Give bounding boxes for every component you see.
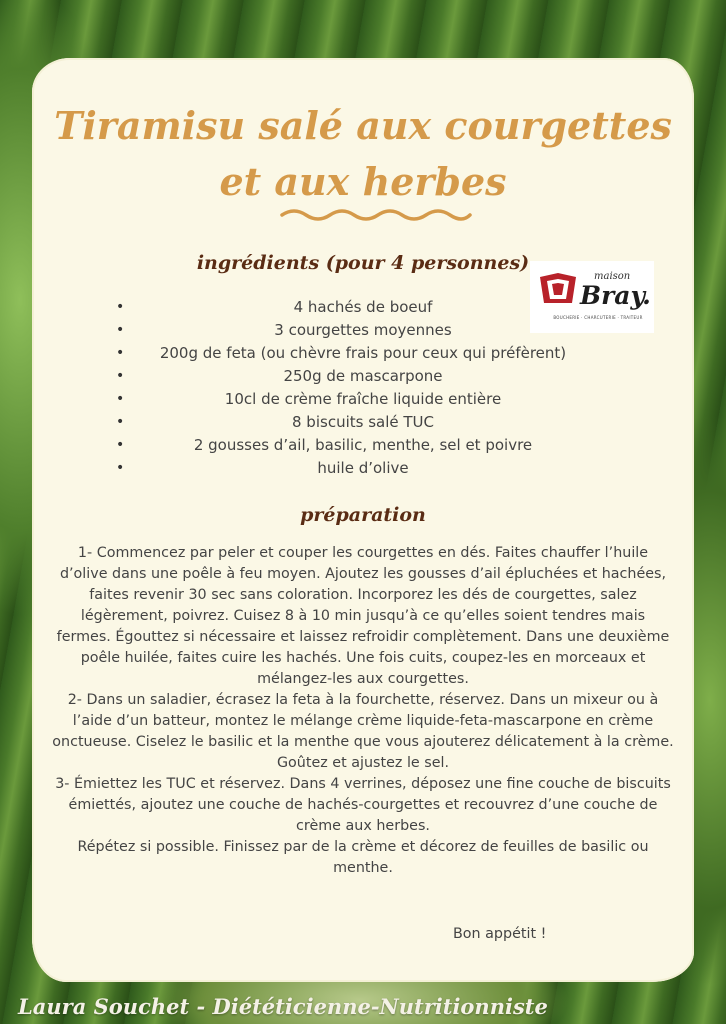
- ingredients-heading: ingrédients (pour 4 personnes): [196, 252, 530, 274]
- list-item: [0, 296, 726, 319]
- list-item: [0, 434, 726, 457]
- ingredient-text: 8 biscuits salé TUC: [292, 413, 434, 431]
- bullet: •: [116, 322, 125, 338]
- bullet: •: [116, 414, 125, 430]
- logo-small-text: maison: [594, 271, 631, 282]
- bullet: •: [116, 437, 125, 453]
- ingredient-text: 2 gousses d’ail, basilic, menthe, sel et poivre: [193, 436, 533, 454]
- bullet: •: [116, 345, 125, 361]
- logo-brand-name: Bray.: [580, 281, 651, 310]
- bullet: •: [116, 299, 125, 315]
- list-item: [0, 342, 726, 365]
- bullet: •: [116, 368, 125, 384]
- ingredient-text: 3 courgettes moyennes: [274, 321, 452, 339]
- list-item: [0, 411, 726, 434]
- bullet: •: [116, 391, 125, 407]
- ingredient-text: 4 hachés de boeuf: [293, 298, 433, 316]
- ingredient-text: 200g de feta (ou chèvre frais pour ceux qui préfèrent): [159, 344, 567, 362]
- logo-tagline: BOUCHERIE · CHARCUTERIE · TRAITEUR: [553, 315, 643, 320]
- list-item: [0, 457, 726, 480]
- ingredient-text: 10cl de crème fraîche liquide entière: [224, 390, 502, 408]
- squiggle-divider: [280, 206, 472, 224]
- preparation-steps: [52, 543, 674, 879]
- preparation-step-2: 2- Dans un saladier, écrasez la feta à la fourchette, réservez. Dans un mixeur ou à l’aide d’un batteur, montez le mélange crème liquide-feta-mascarpone en crème onctueuse. Ciselez le basilic et la menthe que vous ajouterez délicatement à la crème. Goûtez et ajustez le sel.: [52, 692, 674, 771]
- list-item: [0, 388, 726, 411]
- signoff-text: Bon appétit !: [453, 926, 547, 942]
- ingredients-list: [0, 296, 726, 480]
- preparation-step-3: 3- Émiettez les TUC et réservez. Dans 4 verrines, déposez une fine couche de biscuits émiettés, ajoutez une couche de hachés-courgettes et recouvrez d’une couche de crème aux herbes.: [55, 776, 671, 834]
- ingredient-text: 250g de mascarpone: [283, 367, 443, 385]
- list-item: [0, 319, 726, 342]
- list-item: [0, 365, 726, 388]
- preparation-heading: préparation: [300, 504, 426, 526]
- preparation-step-1: 1- Commencez par peler et couper les courgettes en dés. Faites chauffer l’huile d’olive dans une poêle à feu moyen. Ajoutez les gousses d’ail épluchées et hachées, faites revenir 30 sec sans coloration. Incorporez les dés de courgettes, salez légèrement, poivrez. Cuisez 8 à 10 min jusqu’à ce qu’elles soient tendres mais fermes. Égouttez si nécessaire et laissez refroidir complètement. Dans une deuxième poêle huilée, faites cuire les hachés. Une fois cuits, coupez-les en morceaux et mélangez-les aux courgettes.: [56, 545, 670, 687]
- recipe-title-line2: et aux herbes: [219, 159, 507, 204]
- author-footer: Laura Souchet - Diététicienne-Nutritionniste: [18, 994, 548, 1019]
- preparation-step-4: Répétez si possible. Finissez par de la crème et décorez de feuilles de basilic ou menthe.: [77, 839, 649, 876]
- ingredient-text: huile d’olive: [317, 459, 409, 477]
- recipe-title-line1: Tiramisu salé aux courgettes: [54, 103, 672, 148]
- bullet: •: [116, 460, 125, 476]
